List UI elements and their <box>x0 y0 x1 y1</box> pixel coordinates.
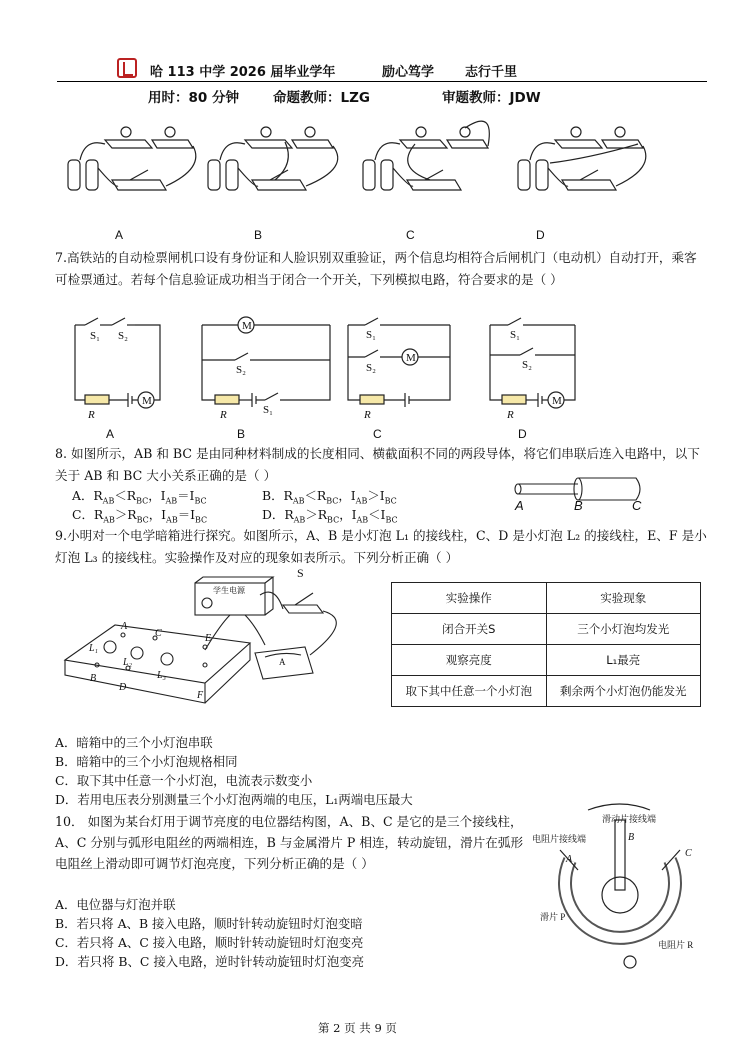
table-row <box>392 645 701 676</box>
q10-option-d: D．若只将 B、C 接入电路，逆时针转动旋钮时灯泡变亮 <box>55 954 364 969</box>
svg-text:S₁: S₁ <box>263 404 273 416</box>
header-reviewer: 审题教师：JDW <box>442 90 541 106</box>
svg-text:S₁: S₁ <box>366 329 376 341</box>
q9-option-a: A．暗箱中的三个小灯泡串联 <box>55 735 213 750</box>
q6-label-b: B <box>254 228 263 242</box>
q9-experiment-table <box>391 582 701 707</box>
svg-text:L₂: L₂ <box>123 657 133 668</box>
svg-text:M: M <box>142 395 152 407</box>
svg-text:M: M <box>552 395 562 407</box>
svg-text:C: C <box>685 848 692 859</box>
svg-text:C: C <box>155 628 162 639</box>
q10-option-a: A．电位器与灯泡并联 <box>55 897 176 912</box>
q8-text: 8. 如图所示，AB 和 BC 是由同种材料制成的长度相同、横截面积不同的两段导体，将它们串联后连入电路中，以下关于 AB 和 BC 大小关系正确的是（ ） <box>55 446 700 483</box>
school-logo <box>117 58 137 78</box>
header-school: 哈 113 中学 2026 届毕业学年 <box>150 65 336 80</box>
svg-text:A: A <box>121 621 128 632</box>
header-time: 用时：80 分钟 <box>148 90 239 106</box>
svg-text:R: R <box>88 409 95 421</box>
svg-text:滑片 P: 滑片 P <box>540 912 566 922</box>
svg-text:L₁: L₁ <box>89 643 99 654</box>
q8-fig-b: B <box>574 498 583 513</box>
svg-text:R: R <box>364 409 371 421</box>
q9-text: 9.小明对一个电学暗箱进行探究。如图所示，A、B 是小灯泡 L₁ 的接线柱，C、D 是小灯泡 L₂ 的接线柱，E、F 是小灯泡 L₃ 的接线柱。实验操作及对应的现象如表所示。下列分析正确（ ） <box>55 528 707 565</box>
svg-text:S₂: S₂ <box>522 359 532 371</box>
q7-label-a: A <box>106 427 115 441</box>
table-row <box>392 614 701 645</box>
svg-text:电阻片接线端: 电阻片接线端 <box>532 834 587 844</box>
q7-text: 7.高铁站的自动检票闸机口设有身份证和人脸识别双重验证，两个信息均相符合后闸机门（电动机）自动打开，乘客可检票通过。若每个信息验证成功相当于闭合一个开关，下列模拟电路，符合要求的是（ ） <box>55 250 697 287</box>
q7-label-d: D <box>518 427 527 441</box>
q10-potentiometer-figure <box>530 800 710 970</box>
q8-fig-a: A <box>515 498 524 513</box>
q7-circuits <box>60 305 700 425</box>
svg-text:S: S <box>297 566 304 580</box>
q9-darkbox-figure <box>55 565 385 715</box>
svg-text:E: E <box>205 633 212 644</box>
svg-text:A: A <box>279 657 286 667</box>
q8-fig-c: C <box>632 498 642 513</box>
table-header-operation: 实验操作 <box>392 583 547 614</box>
q7-label-b: B <box>237 427 246 441</box>
q8-option-d: D．$R_{AB}>R_{BC}$，$I_{AB}<I_{BC}$ <box>262 507 398 525</box>
q9-option-c: C．取下其中任意一个小灯泡，电流表示数变小 <box>55 773 313 788</box>
q8-option-a: A．$R_{AB}<R_{BC}$，$I_{AB}=I_{BC}$ <box>72 488 207 506</box>
table-cell: 取下其中任意一个小灯泡 <box>392 676 547 707</box>
svg-text:S₂: S₂ <box>236 364 246 376</box>
svg-text:B: B <box>90 673 97 684</box>
q6-label-c: C <box>406 228 415 242</box>
q10-option-c: C．若只将 A、C 接入电路，顺时针转动旋钮时灯泡变亮 <box>55 935 364 950</box>
svg-text:S₁: S₁ <box>510 329 520 341</box>
svg-text:电阻片 R: 电阻片 R <box>658 940 694 950</box>
header-motto2: 志行千里 <box>465 65 518 80</box>
svg-text:F: F <box>197 690 204 701</box>
q6-label-d: D <box>536 228 545 242</box>
svg-text:S₂: S₂ <box>118 330 128 342</box>
svg-text:滑动片接线端: 滑动片接线端 <box>602 814 657 824</box>
header-rule <box>57 81 707 82</box>
svg-text:M: M <box>242 320 252 332</box>
table-cell: 三个小灯泡均发光 <box>546 614 701 645</box>
svg-text:S₁: S₁ <box>90 330 100 342</box>
table-cell: 剩余两个小灯泡仍能发光 <box>546 676 701 707</box>
svg-text:A: A <box>566 854 573 865</box>
svg-text:M: M <box>406 352 416 364</box>
q6-label-a: A <box>115 228 124 242</box>
q7-label-c: C <box>373 427 382 441</box>
svg-text:学生电源: 学生电源 <box>213 586 245 595</box>
page-footer: 第 2 页 共 9 页 <box>318 1021 397 1035</box>
table-cell: L₁最亮 <box>546 645 701 676</box>
svg-text:S₂: S₂ <box>366 362 376 374</box>
svg-text:D: D <box>119 682 127 693</box>
q10-option-b: B．若只将 A、B 接入电路，顺时针转动旋钮时灯泡变暗 <box>55 916 363 931</box>
svg-text:B: B <box>628 832 635 843</box>
header-motto1: 励心笃学 <box>382 65 435 80</box>
svg-text:R: R <box>507 409 514 421</box>
svg-text:R: R <box>220 409 227 421</box>
q6-fig-b <box>200 108 350 198</box>
table-cell: 闭合开关S <box>392 614 547 645</box>
table-header-phenomenon: 实验现象 <box>546 583 701 614</box>
q6-fig-c <box>355 108 505 198</box>
table-cell: 观察亮度 <box>392 645 547 676</box>
table-row <box>392 676 701 707</box>
q9-option-b: B．暗箱中的三个小灯泡规格相同 <box>55 754 238 769</box>
svg-text:L₃: L₃ <box>157 670 167 681</box>
q10-text: 10． 如图为某台灯用于调节亮度的电位器结构图，A、B、C 是它的是三个接线柱，A、C 分别与弧形电阻丝的两端相连，B 与金属滑片 P 相连，转动旋钮，滑片在弧形电阻丝上滑动即可调节灯泡亮度，下列分析正确的是（ ） <box>55 814 524 871</box>
q8-option-b: B．$R_{AB}<R_{BC}$，$I_{AB}>I_{BC}$ <box>262 488 397 506</box>
q9-option-d: D．若用电压表分别测量三个小灯泡两端的电压，L₁两端电压最大 <box>55 792 413 807</box>
q6-fig-d <box>510 108 660 198</box>
header-author: 命题教师：LZG <box>273 90 370 106</box>
q8-option-c: C．$R_{AB}>R_{BC}$，$I_{AB}=I_{BC}$ <box>72 507 208 525</box>
